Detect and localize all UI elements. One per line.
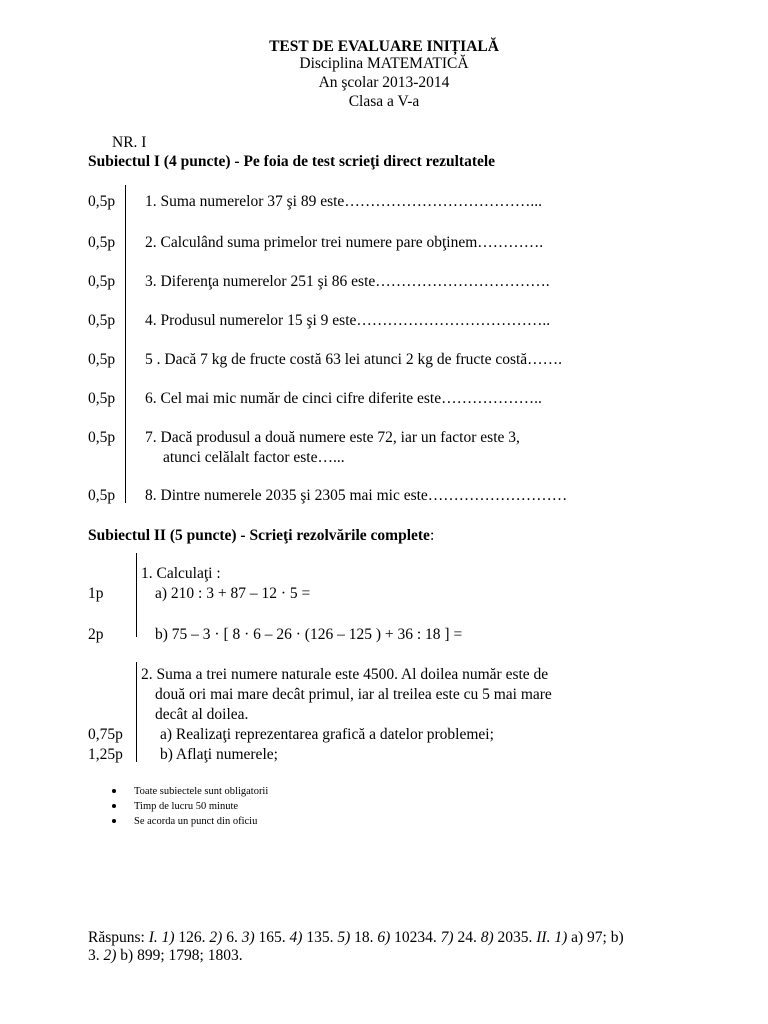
item6-points: 0,5p	[88, 390, 116, 407]
bullet-icon	[112, 819, 116, 823]
item5-text: 5 . Dacă 7 kg de fructe costă 63 lei atunci 2 kg de fructe costă…….	[145, 351, 563, 368]
answer-key: 2)	[205, 929, 223, 946]
note-text: Timp de lucru 50 minute	[134, 801, 239, 812]
answer-line1	[88, 928, 624, 948]
item8-text: 8. Dintre numerele 2035 şi 2305 mai mic este………………………	[145, 487, 568, 504]
item2-text: 2. Calculând suma primelor trei numere pare obţinem………….	[145, 234, 544, 251]
item4-text: 4. Produsul numerelor 15 şi 9 este………………………………..	[145, 312, 551, 329]
note-text: Se acorda un punct din oficiu	[134, 816, 258, 827]
answer-value: 2035.	[493, 929, 533, 946]
subject2-title-text: Subiectul II (5 puncte) - Scrieţi rezolvările complete	[88, 527, 430, 544]
bullet-icon	[112, 789, 116, 793]
answer-key: 6)	[373, 929, 391, 946]
note-item	[112, 800, 238, 813]
q1a-points: 1p	[88, 585, 104, 602]
item8-points: 0,5p	[88, 487, 116, 504]
answer-value: 126.	[174, 929, 206, 946]
answer-value: 6.	[222, 929, 238, 946]
q2-line3: decât al doilea.	[155, 706, 249, 723]
answer-key: 4)	[285, 929, 303, 946]
answer-value: 10234.	[390, 929, 437, 946]
test-title: TEST DE EVALUARE INIȚIALĂ	[269, 38, 499, 55]
item3-points: 0,5p	[88, 273, 116, 290]
answer-key: 5)	[333, 929, 351, 946]
q2-line1: 2. Suma a trei numere naturale este 4500. Al doilea număr este de	[141, 666, 549, 683]
answer-value: b) 899; 1798; 1803.	[116, 947, 243, 964]
q2a-text: a) Realizaţi reprezentarea grafică a datelor problemei;	[160, 726, 494, 743]
item4-points: 0,5p	[88, 312, 116, 329]
answer-value: 18.	[350, 929, 374, 946]
answer-key: 7)	[436, 929, 454, 946]
note-text: Toate subiectele sunt obligatorii	[134, 786, 269, 797]
note-item	[112, 815, 257, 828]
q1a-text: a) 210 : 3 + 87 – 12 · 5 =	[155, 585, 311, 602]
answer-label: Răspuns:	[88, 929, 145, 946]
answer-value: 24.	[453, 929, 477, 946]
item6-text: 6. Cel mai mic număr de cinci cifre diferite este………………..	[145, 390, 542, 407]
answer-value: 135.	[302, 929, 334, 946]
class-line: Clasa a V-a	[348, 93, 420, 110]
answer-key: I. 1)	[144, 929, 175, 946]
answer-value: 165.	[254, 929, 286, 946]
q2-line2: două ori mai mare decât primul, iar al treilea este cu 5 mai mare	[155, 686, 552, 703]
item1-text: 1. Suma numerelor 37 şi 89 este………………………………...	[145, 193, 542, 210]
item5-points: 0,5p	[88, 351, 116, 368]
variant-number: NR. I	[112, 134, 147, 151]
item3-text: 3. Diferenţa numerelor 251 şi 86 este…………………………….	[145, 273, 550, 290]
subject2-title-colon: :	[429, 527, 435, 544]
item7-text: 7. Dacă produsul a două numere este 72, iar un factor este 3,	[145, 429, 520, 446]
q2b-text: b) Aflaţi numerele;	[160, 746, 278, 763]
answer-key: 2)	[99, 947, 117, 964]
q1-title: 1. Calculaţi :	[141, 565, 221, 582]
q2a-points: 0,75p	[88, 726, 123, 743]
item1-points: 0,5p	[88, 193, 116, 210]
q1b-text: b) 75 – 3 · [ 8 · 6 – 26 · (126 – 125 ) + 36 : 18 ] =	[155, 626, 463, 643]
bullet-icon	[112, 804, 116, 808]
school-year-line: An şcolar 2013-2014	[318, 74, 450, 91]
answer-value: 3.	[88, 947, 100, 964]
item2-points: 0,5p	[88, 234, 116, 251]
subject2-title	[88, 526, 434, 546]
subject2-divider-bottom	[136, 662, 137, 762]
note-item	[112, 785, 268, 798]
answer-key: 3)	[237, 929, 255, 946]
answer-value: a) 97; b)	[567, 929, 624, 946]
discipline-line: Disciplina MATEMATICĂ	[299, 55, 469, 72]
q2b-points: 1,25p	[88, 746, 123, 763]
subject1-title: Subiectul I (4 puncte) - Pe foia de test scrieţi direct rezultatele	[88, 153, 496, 170]
item7-points: 0,5p	[88, 429, 116, 446]
q1b-points: 2p	[88, 626, 104, 643]
subject2-divider-top	[136, 553, 137, 637]
answer-key: 8)	[476, 929, 494, 946]
subject1-divider	[125, 185, 126, 503]
answer-line2	[88, 946, 243, 966]
item7-text-cont: atunci celălalt factor este…...	[163, 449, 345, 466]
answer-key: II. 1)	[532, 929, 568, 946]
